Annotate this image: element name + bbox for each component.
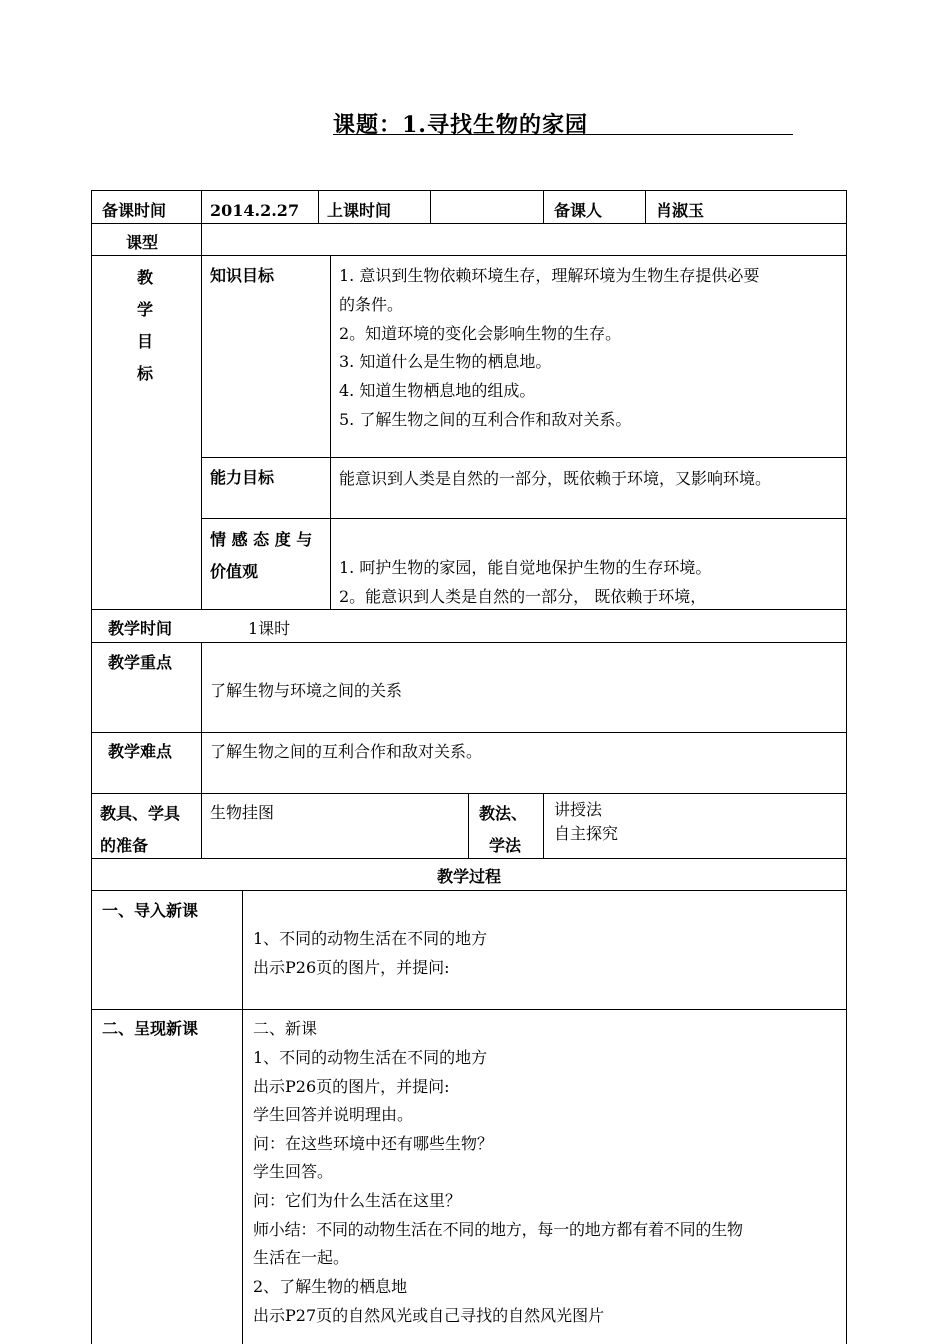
method-label-line1: 教法、 <box>479 804 528 823</box>
process-header: 教学过程 <box>436 867 501 886</box>
vline <box>318 190 319 223</box>
lesson-title: 课题：1.寻找生物的家园 <box>333 112 588 138</box>
class-time-label: 上课时间 <box>327 201 392 220</box>
preparer-value: 肖淑玉 <box>656 201 705 220</box>
section-line: 生活在一起。 <box>253 1248 350 1267</box>
lesson-type-label: 课型 <box>126 233 159 252</box>
emotion-goal-label-line2: 价值观 <box>210 562 259 581</box>
hline <box>91 190 847 191</box>
section-line: 2、了解生物的栖息地 <box>253 1277 408 1296</box>
section-line: 学生回答并说明理由。 <box>253 1105 414 1124</box>
method-label-line2: 学法 <box>489 836 522 855</box>
prep-time-label: 备课时间 <box>102 201 167 220</box>
difficulty-label: 教学难点 <box>108 742 173 761</box>
section-line: 出示P26页的图片，并提问: <box>253 958 450 977</box>
hline <box>91 255 847 256</box>
emotion-goal-item: 2。能意识到人类是自然的一部分， 既依赖于环境， <box>339 587 707 606</box>
key-points-label: 教学重点 <box>108 653 173 672</box>
knowledge-goal-item: 3. 知道什么是生物的栖息地。 <box>339 352 552 371</box>
prep-time-value: 2014.2.27 <box>210 201 300 220</box>
knowledge-goal-item: 5. 了解生物之间的互利合作和敌对关系。 <box>339 410 632 429</box>
tools-label-line2: 的准备 <box>100 836 149 855</box>
knowledge-goal-item: 2。知道环境的变化会影响生物的生存。 <box>339 324 622 343</box>
knowledge-goal-item: 4. 知道生物栖息地的组成。 <box>339 381 536 400</box>
section-line: 问：它们为什么生活在这里？ <box>253 1191 462 1210</box>
emotion-goal-item: 1. 呵护生物的家园，能自觉地保护生物的生存环境。 <box>339 558 712 577</box>
section-line: 1、不同的动物生活在不同的地方 <box>253 929 488 948</box>
vline <box>430 190 431 223</box>
method-value: 自主探究 <box>554 824 619 843</box>
hline <box>91 732 847 733</box>
method-value: 讲授法 <box>554 800 603 819</box>
vline <box>201 223 202 255</box>
hline <box>201 518 847 519</box>
vline <box>91 190 92 1344</box>
key-points-value: 了解生物与环境之间的关系 <box>210 681 403 700</box>
teaching-time-label: 教学时间 <box>108 619 173 638</box>
section-line: 学生回答。 <box>253 1162 334 1181</box>
vline <box>201 255 202 609</box>
vline <box>201 190 202 223</box>
vline <box>468 793 469 858</box>
vline <box>242 890 243 1344</box>
vline <box>846 190 847 1344</box>
section-label: 一、导入新课 <box>102 901 199 920</box>
tools-label-line1: 教具、学具 <box>100 804 181 823</box>
section-line: 1、不同的动物生活在不同的地方 <box>253 1048 488 1067</box>
section-line: 师小结：不同的动物生活在不同的地方，每一的地方都有着不同的生物 <box>253 1220 743 1239</box>
vline <box>543 793 544 858</box>
hline <box>201 457 847 458</box>
ability-goal-text: 能意识到人类是自然的一部分，既依赖于环境，又影响环境。 <box>339 469 772 488</box>
ability-goal-label: 能力目标 <box>210 468 275 487</box>
knowledge-goal-item: 的条件。 <box>339 295 404 314</box>
vline <box>330 255 331 609</box>
section-line: 出示P26页的图片，并提问: <box>253 1077 450 1096</box>
section-label: 二、呈现新课 <box>102 1019 199 1038</box>
emotion-goal-label-line1: 情 感 态 度 与 <box>210 530 313 549</box>
difficulty-value: 了解生物之间的互利合作和敌对关系。 <box>210 742 483 761</box>
vline <box>201 642 202 858</box>
section-line: 二、新课 <box>253 1019 318 1038</box>
preparer-label: 备课人 <box>554 201 603 220</box>
tools-value: 生物挂图 <box>210 803 275 822</box>
goal-label-char: 目 <box>137 332 154 351</box>
section-line: 出示P27页的自然风光或自己寻找的自然风光图片 <box>253 1306 605 1325</box>
hline <box>91 858 847 859</box>
goal-label-char: 教 <box>137 268 154 287</box>
hline <box>91 1009 847 1010</box>
vline <box>543 190 544 223</box>
section-line: 问：在这些环境中还有哪些生物？ <box>253 1134 494 1153</box>
hline <box>91 793 847 794</box>
vline <box>645 190 646 223</box>
hline <box>91 223 847 224</box>
goal-label-char: 学 <box>137 300 154 319</box>
knowledge-goal-label: 知识目标 <box>210 266 275 285</box>
teaching-time-value: 1课时 <box>248 619 291 638</box>
title-underline <box>333 134 793 135</box>
hline <box>91 642 847 643</box>
knowledge-goal-item: 1. 意识到生物依赖环境生存，理解环境为生物生存提供必要 <box>339 266 760 285</box>
goal-label-char: 标 <box>137 364 154 383</box>
